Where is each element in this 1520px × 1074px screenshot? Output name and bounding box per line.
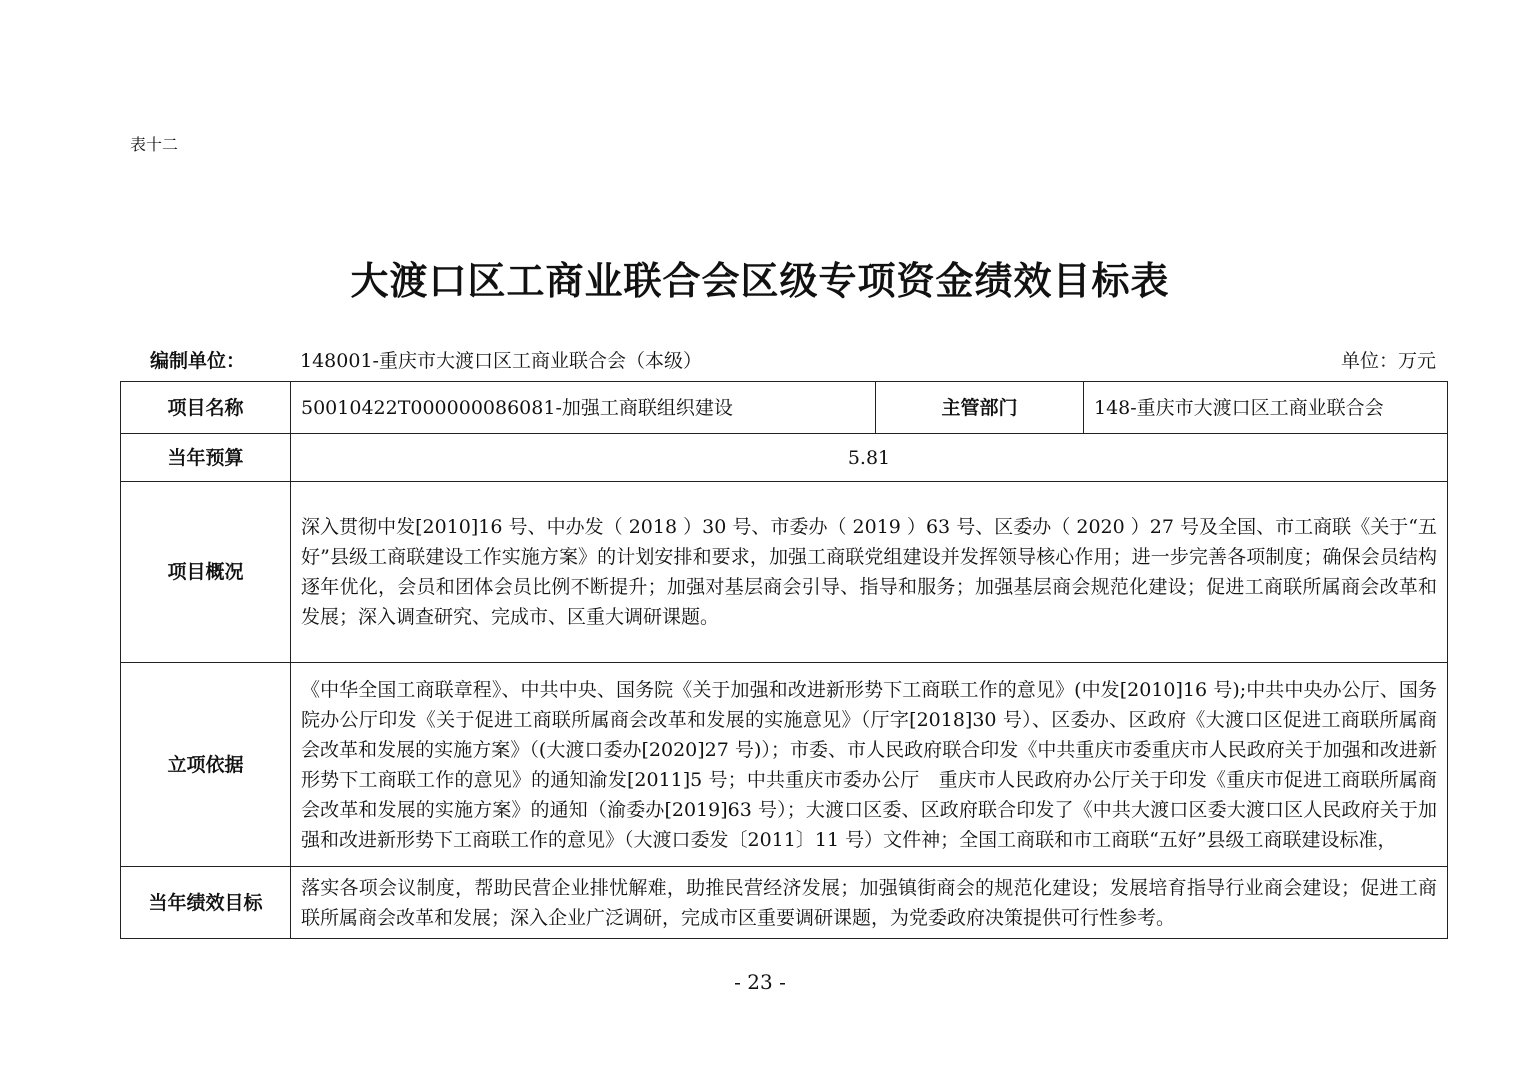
- table-row-overview: [121, 482, 1448, 663]
- department-label: 主管部门: [876, 382, 1084, 434]
- table-row-basis: [121, 663, 1448, 867]
- table-row-budget: [121, 434, 1448, 482]
- page-title: 大渡口区工商业联合会区级专项资金绩效目标表: [350, 259, 1170, 303]
- project-name-value: 50010422T000000086081-加强工商联组织建设: [291, 382, 876, 434]
- goal-value: 落实各项会议制度，帮助民营企业排忧解难，助推民营经济发展；加强镇街商会的规范化建设；发展培育指导行业商会建设；促进工商联所属商会改革和发展；深入企业广泛调研，完成市区重要调研课题，为党委政府决策提供可行性参考。: [291, 867, 1448, 939]
- budget-label: 当年预算: [121, 434, 291, 482]
- overview-label: 项目概况: [121, 482, 291, 663]
- currency-unit: 单位：万元: [1340, 350, 1436, 372]
- goal-label: 当年绩效目标: [121, 867, 291, 939]
- budget-value: 5.81: [291, 434, 1448, 482]
- basis-value: 《中华全国工商联章程》、中共中央、国务院《关于加强和改进新形势下工商联工作的意见》(中发[2010]16 号);中共中央办公厅、国务院办公厅印发《关于促进工商联所属商会改革和发展的实施意见》（厅字[2018]30 号）、区委办、区政府《大渡口区促进工商联所属商会改革和发展的实施方案》（(大渡口委办[2020]27 号)）；市委、市人民政府联合印发《中共重庆市委重庆市人民政府关于加强和改进新形势下工商联工作的意见》的通知渝发[2011]5 号；中共重庆市委办公厅 重庆市人民政府办公厅关于印发《重庆市促进工商联所属商会改革和发展的实施方案》的通知（渝委办[2019]63 号）；大渡口区委、区政府联合印发了《中共大渡口区委大渡口区人民政府关于加强和改进新形势下工商联工作的意见》（大渡口委发〔2011〕11 号）文件神；全国工商联和市工商联“五好”县级工商联建设标准，: [291, 663, 1448, 867]
- page-number: - 23 -: [734, 970, 786, 994]
- compiling-unit-label: 编制单位：: [150, 350, 246, 372]
- performance-table: [120, 381, 1448, 939]
- overview-value: 深入贯彻中发[2010]16 号、中办发（ 2018 ）30 号、市委办（ 2019 ）63 号、区委办（ 2020 ）27 号及全国、市工商联《关于“五好”县级工商联建设工作实施方案》的计划安排和要求，加强工商联党组建设并发挥领导核心作用；进一步完善各项制度；确保会员结构逐年优化，会员和团体会员比例不断提升；加强对基层商会引导、指导和服务；加强基层商会规范化建设；促进工商联所属商会改革和发展；深入调查研究、完成市、区重大调研课题。: [291, 482, 1448, 663]
- compiling-unit-value: 148001-重庆市大渡口区工商业联合会（本级）: [300, 350, 702, 372]
- project-name-label: 项目名称: [121, 382, 291, 434]
- table-label: 表十二: [130, 135, 179, 154]
- basis-label: 立项依据: [121, 663, 291, 867]
- department-value: 148-重庆市大渡口区工商业联合会: [1084, 382, 1448, 434]
- table-row-goal: [121, 867, 1448, 939]
- table-row-project-name: [121, 382, 1448, 434]
